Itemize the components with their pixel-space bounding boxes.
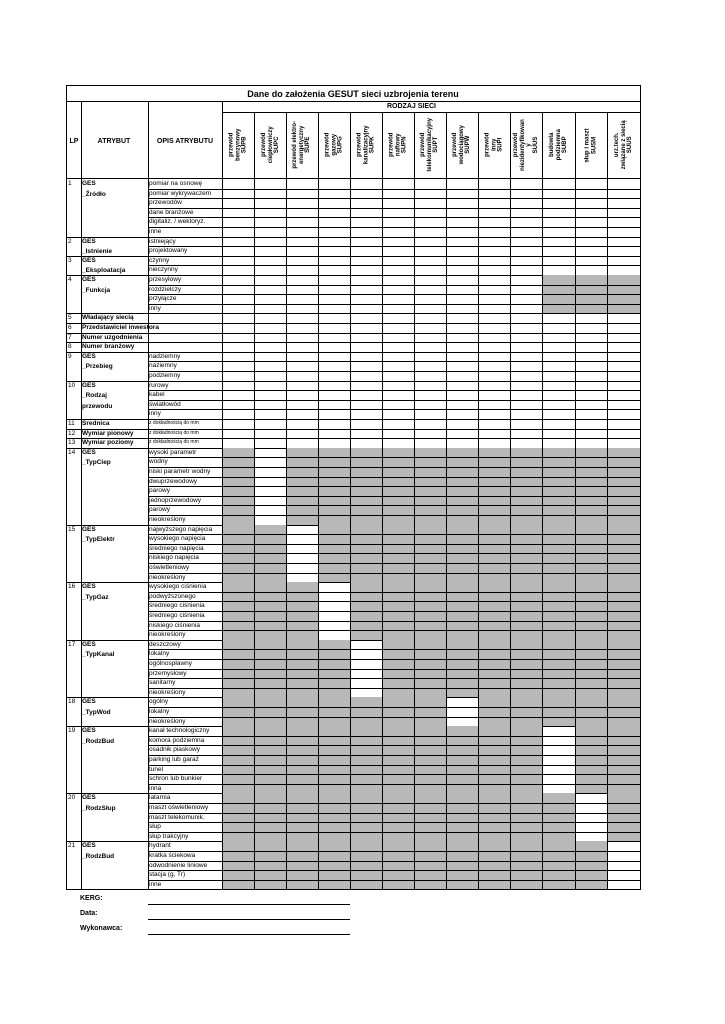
network-column-header (414, 112, 446, 178)
attribute-option: przewodów (149, 199, 182, 207)
row-lp: 5 (68, 314, 72, 322)
page-title: Dane do założenia GESUT sieci uzbrojenia terenu (247, 89, 459, 99)
network-column-label: przewód ciepłowniczy SUPC (260, 126, 280, 164)
table-top (66, 85, 640, 86)
row-lp: 20 (68, 794, 76, 802)
attribute-option: z dokładnością do mm (149, 429, 199, 436)
network-column-label: przewód inny SUPI (484, 132, 504, 158)
disabled-cell (542, 841, 575, 889)
disabled-cell (350, 841, 382, 889)
network-column-label: przewód benzynowy SUPB (228, 128, 248, 162)
attribute-option: pomiar wykrywaczem (149, 189, 212, 197)
network-column-label: budowla podziemna SUBP (548, 129, 568, 161)
disabled-cell (414, 841, 446, 889)
network-column-label: słup i maszt SUSM (584, 127, 597, 163)
network-column-header (446, 112, 478, 178)
attribute-option: nieokreślony (149, 573, 186, 581)
attribute-name: GES _Rodzaj przewodu (82, 381, 113, 410)
disabled-cell (382, 697, 414, 726)
attribute-option: maszt telekomunik. (149, 813, 205, 821)
column-rule (510, 112, 511, 889)
attribute-option: światłowód (149, 400, 181, 408)
disabled-cell (286, 697, 318, 726)
network-column-header (607, 112, 640, 178)
column-rule (222, 101, 223, 889)
network-column-header (350, 112, 382, 178)
network-column-label: przewód kanalizacyjny SUPK (356, 125, 376, 165)
attribute-name: GES _TypGaz (82, 583, 109, 601)
disabled-cell (318, 793, 350, 841)
attribute-option: wysoki parametr (149, 448, 197, 456)
row-lp: 14 (68, 448, 76, 456)
network-column-label: urz.tech. związane z siecią SUUS (613, 120, 633, 170)
attribute-name: GES _RodzBud (82, 727, 115, 745)
attribute-option: najwyższego napięcia (149, 525, 213, 533)
attribute-name: GES _Źródło (82, 180, 106, 198)
disabled-cell (254, 697, 286, 726)
date-label: Data: (80, 910, 98, 917)
row-lp: 21 (68, 842, 76, 850)
attribute-name: Średnica (82, 420, 110, 427)
attribute-option: deszczowy (149, 640, 181, 648)
attribute-option: maszt oświetleniowy (149, 804, 209, 811)
disabled-cell (350, 793, 382, 841)
attribute-name: GES _Eksploatacja (82, 256, 126, 275)
contractor-label: Wykonawca: (80, 925, 123, 932)
attribute-name: GES _Przebieg (82, 352, 113, 371)
attribute-option: inne (149, 228, 162, 235)
column-rule (542, 112, 543, 889)
attribute-option: przemysłowy (149, 669, 187, 677)
attribute-option: hydrant (149, 842, 171, 850)
kerg-field[interactable] (148, 904, 350, 905)
table-left (66, 85, 67, 889)
attribute-option: średniego ciśnienia (149, 612, 205, 619)
network-column-header (510, 112, 542, 178)
network-column-label: przewód niezidentyfikowan y SUUS (513, 119, 539, 171)
attribute-option: jednoprzewodowy (149, 496, 202, 504)
network-type-header: RODZAJ SIECI (387, 103, 437, 110)
attribute-name: GES _Istnienie (82, 237, 112, 256)
disabled-cell (414, 697, 446, 726)
lp-header: LP (69, 138, 79, 145)
row-lp: 19 (68, 727, 76, 735)
column-rule (318, 112, 319, 889)
row-lp: 12 (68, 429, 76, 437)
attribute-option: nadziemny (149, 352, 181, 360)
row-lp: 16 (68, 583, 76, 591)
column-rule (446, 112, 447, 889)
network-column-header (286, 112, 318, 178)
attribute-option: pomiar na osnowę (149, 180, 203, 187)
disabled-cell (222, 697, 254, 726)
attribute-name: GES _RodzBud (82, 842, 115, 860)
kerg-label: KERG: (80, 895, 103, 902)
disabled-cell (222, 793, 254, 841)
attribute-option: wysokiego napięcia (149, 535, 206, 543)
network-column-header (222, 112, 254, 178)
attribute-option: ogólny (149, 698, 169, 706)
attribute-name: Numer uzgodnienia (82, 333, 143, 341)
disabled-cell (318, 697, 350, 726)
network-column-header (382, 112, 414, 178)
attribute-name: Numer branżowy (82, 343, 135, 351)
attribute-option: średniego napięcia (149, 544, 204, 552)
network-column-header (478, 112, 510, 178)
row-lp: 9 (68, 352, 72, 360)
attribute-header: ATRYBUT (97, 138, 131, 145)
attribute-option: nieczynny (149, 266, 178, 274)
disabled-cell (286, 841, 318, 889)
attribute-option: nieokreślony (149, 717, 186, 725)
attribute-option: latarnia (149, 794, 171, 802)
attribute-description-header: OPIS ATRYBUTU (156, 138, 214, 145)
row-lp: 1 (68, 180, 72, 187)
disabled-cell (478, 841, 510, 889)
row-lp: 15 (68, 525, 76, 533)
disabled-cell (318, 841, 350, 889)
disabled-cell (607, 793, 640, 841)
attribute-option: nieokreślony (149, 516, 186, 523)
attribute-option: inny (149, 410, 161, 418)
attribute-option: czynny (149, 256, 170, 264)
disabled-cell (542, 697, 575, 726)
table-bottom (66, 889, 640, 890)
attribute-name: GES _Funkcja (82, 276, 111, 294)
disabled-cell (382, 841, 414, 889)
attribute-option: przesyłowy (149, 276, 182, 283)
column-rule (81, 101, 82, 889)
row-lp: 3 (68, 256, 72, 264)
attribute-option: rurowy (149, 381, 169, 389)
network-column-label: przewód wodociągowy SUPW (452, 125, 472, 165)
network-column-header (542, 112, 575, 178)
attribute-option: tunel (149, 765, 164, 773)
attribute-option: ogólnospławny (149, 660, 193, 667)
network-column-header (575, 112, 607, 178)
disabled-cell (575, 697, 607, 726)
attribute-option: słup trakcyjny (149, 832, 189, 840)
attribute-option: oświetleniowy (149, 564, 190, 571)
attribute-option: parowy (149, 487, 170, 495)
row-lp: 6 (68, 324, 72, 331)
network-column-header (318, 112, 350, 178)
disabled-cell (446, 793, 478, 841)
row-lp: 10 (68, 381, 76, 389)
network-column-label: przewód elektro- energetyczny SUPE (292, 121, 312, 169)
contractor-field[interactable] (148, 934, 350, 935)
attribute-option: parking lub garaż (149, 756, 199, 763)
attribute-option: inna (149, 784, 162, 792)
attribute-option: parowy (149, 506, 170, 514)
attribute-option: nieokreślony (149, 688, 186, 696)
attribute-option: podwyższonego (149, 592, 196, 600)
network-column-header (254, 112, 286, 178)
attribute-name: GES _TypWod (82, 698, 111, 716)
disabled-cell (350, 697, 382, 726)
disabled-cell (446, 841, 478, 889)
disabled-cell (478, 697, 510, 726)
attribute-option: stacja (g, Tr) (149, 871, 186, 879)
attribute-option: słup (149, 823, 161, 831)
attribute-option: kanał technologiczny (149, 727, 210, 735)
attribute-option: wodny (149, 458, 168, 466)
disabled-cell (510, 841, 542, 889)
row-lp: 17 (68, 640, 76, 648)
disabled-cell (607, 697, 640, 726)
disabled-cell (222, 841, 254, 889)
header-rule (66, 178, 640, 179)
disabled-cell (510, 793, 542, 841)
column-rule (607, 112, 608, 889)
column-rule (382, 112, 383, 889)
attribute-option: niski parametr wodny (149, 468, 211, 475)
attribute-option: naziemny (149, 362, 177, 370)
attribute-name: GES _TypElektr (82, 525, 115, 544)
attribute-option: wysokiego ciśnienia (149, 583, 207, 591)
attribute-option: niskiego napięcia (149, 554, 199, 562)
attribute-option: przyłącze (149, 295, 177, 303)
row-lp: 8 (68, 343, 72, 351)
column-rule (148, 101, 149, 889)
column-rule (575, 112, 576, 889)
disabled-cell (542, 793, 575, 841)
attribute-option: projektowany (149, 247, 188, 255)
attribute-option: rozdzielczy (149, 285, 182, 293)
disabled-cell (254, 841, 286, 889)
attribute-option: kratka ściekowa (149, 852, 196, 859)
network-column-label: przewód telekomunikacyjny SUPT (420, 118, 440, 172)
attribute-name: Wymiar pionowy (82, 429, 134, 437)
disabled-cell (286, 793, 318, 841)
title-rule (66, 101, 640, 102)
row-lp: 4 (68, 276, 72, 283)
column-rule (350, 112, 351, 889)
date-field[interactable] (148, 919, 350, 920)
column-rule (478, 112, 479, 889)
attribute-option: z dokładnością do mm (149, 420, 199, 426)
attribute-name: Przedstawiciel inwestora (82, 324, 159, 331)
attribute-option: podziemny (149, 372, 181, 379)
attribute-option: dane branżowe (149, 208, 194, 216)
attribute-option: kabel (149, 391, 165, 399)
disabled-cell (382, 793, 414, 841)
attribute-name: GES _RodzSłup (82, 794, 116, 812)
network-column-label: przewód naftowy SUPN (388, 132, 408, 158)
attribute-option: digitaliz. / wektoryz. (149, 218, 206, 226)
attribute-option: z dokładnością do mm (149, 439, 199, 446)
column-rule (414, 112, 415, 889)
disabled-cell (575, 841, 607, 889)
attribute-option: dwuprzewodowy (149, 477, 198, 485)
network-type-rule (222, 112, 640, 113)
attribute-option: komora podziemna (149, 736, 205, 744)
disabled-cell (414, 793, 446, 841)
attribute-name: Wymiar poziomy (82, 439, 134, 447)
row-lp: 13 (68, 439, 76, 447)
row-lp: 7 (68, 333, 72, 341)
attribute-option: inny (149, 304, 161, 312)
attribute-option: lokalny (149, 650, 170, 658)
attribute-option: inne (149, 880, 162, 888)
attribute-option: schron lub bunkier (149, 775, 203, 783)
attribute-option: istniejący (149, 237, 176, 245)
row-lp: 2 (68, 237, 72, 245)
attribute-name: Władający siecią (82, 314, 134, 322)
attribute-name: GES _TypCiep (82, 448, 111, 467)
disabled-cell (510, 697, 542, 726)
row-lp: 18 (68, 698, 76, 706)
attribute-option: niskiego ciśnienia (149, 621, 200, 629)
attribute-option: lokalny (149, 708, 170, 715)
table-right (640, 85, 641, 890)
disabled-cell (478, 793, 510, 841)
attribute-name: GES _TypKanal (82, 640, 115, 659)
attribute-option: średniego ciśnienia (149, 602, 205, 610)
disabled-cell (254, 793, 286, 841)
attribute-option: sanitarny (149, 679, 176, 687)
network-column-label: przewód gazowy SUPG (324, 132, 344, 158)
column-rule (286, 112, 287, 889)
row-lp: 11 (68, 420, 75, 427)
attribute-option: osadnik piaskowy (149, 746, 200, 754)
column-rule (254, 112, 255, 889)
attribute-option: odwodnienie liniowe (149, 861, 208, 869)
attribute-option: nieokreślony (149, 631, 186, 639)
